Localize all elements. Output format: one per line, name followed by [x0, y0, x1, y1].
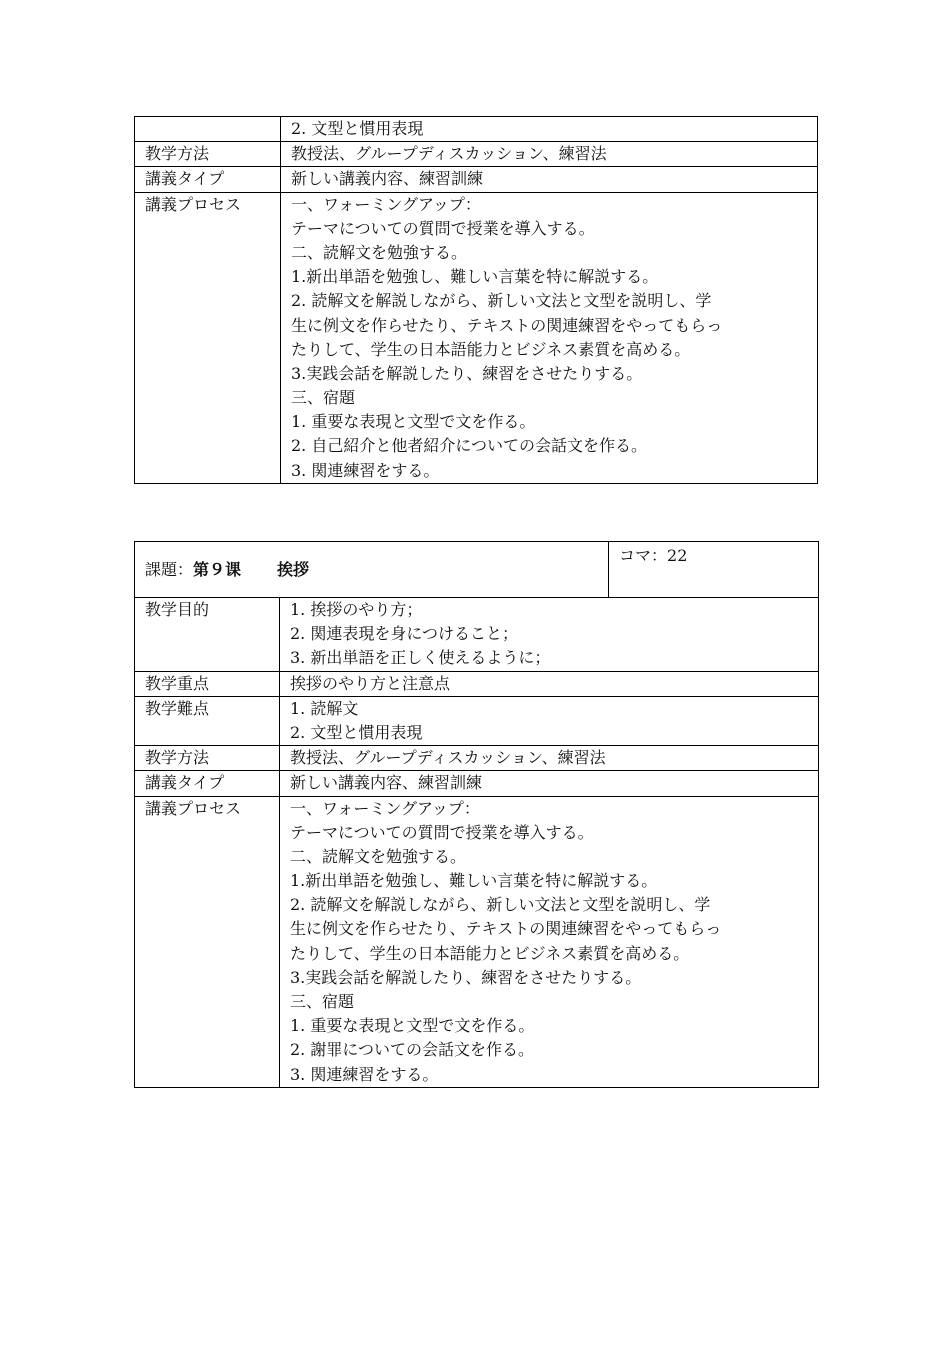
row-content	[280, 771, 819, 796]
table-row	[135, 771, 819, 796]
lesson-table-continued	[134, 116, 818, 484]
content-line: テーマについての質問で授業を導入する。	[291, 218, 595, 238]
row-content	[281, 142, 818, 167]
content-line: 挨拶のやり方と注意点	[290, 673, 451, 693]
table-header-row	[135, 542, 819, 598]
table-row	[135, 696, 819, 745]
content-line: 1. 読解文	[290, 698, 359, 718]
content-line: 3.実践会話を解説したり、練習をさせたりする。	[291, 363, 643, 383]
content-line: 一、ワォーミングアップ：	[291, 194, 481, 214]
content-line: 1. 挨拶のやり方；	[290, 600, 423, 619]
content-line: 二、読解文を勉強する。	[291, 242, 468, 262]
table-row	[135, 796, 819, 1087]
table-row	[135, 746, 819, 771]
table-row	[135, 671, 819, 696]
row-content	[280, 696, 819, 745]
lesson-title: 挨拶	[277, 559, 310, 579]
lesson-table	[134, 541, 819, 1088]
content-line: 2. 文型と慣用表現	[291, 119, 424, 138]
table-row	[135, 598, 819, 672]
content-line: たりして、学生の日本語能力とビジネス素質を高める。	[291, 339, 691, 359]
lesson-heading	[135, 542, 609, 598]
row-label: 講義プロセス	[135, 796, 280, 1087]
content-line: 2. 読解文を解説しながら、新しい文法と文型を説明し、学	[290, 895, 711, 915]
row-label	[135, 117, 281, 142]
row-content	[280, 598, 819, 672]
content-line: 1. 重要な表現と文型で文を作る。	[290, 1016, 535, 1036]
content-line: 3. 関連練習をする。	[291, 460, 440, 480]
row-label: 教学重点	[135, 671, 280, 696]
content-line: 新しい講義内容、練習訓練	[290, 773, 483, 793]
row-label: 教学方法	[135, 142, 281, 167]
row-content	[281, 167, 818, 192]
row-label: 教学方法	[135, 746, 280, 771]
content-line: 三、宿題	[291, 388, 356, 408]
content-line: 3. 新出単語を正しく使えるように；	[290, 648, 551, 668]
topic-label: 課題：	[145, 559, 194, 579]
row-label: 講義プロセス	[135, 192, 281, 483]
table-row	[135, 192, 818, 483]
content-line: 1.新出単語を勉強し、難しい言葉を特に解説する。	[290, 871, 658, 891]
row-label: 講義タイプ	[135, 771, 280, 796]
row-content	[280, 796, 819, 1087]
content-line: 2. 謝罪についての会話文を作る。	[290, 1040, 535, 1060]
content-line: 2. 関連表現を身につけること；	[290, 624, 519, 644]
content-line: 新しい講義内容、練習訓練	[291, 169, 484, 189]
table-row	[135, 167, 818, 192]
row-content	[280, 746, 819, 771]
row-label: 講義タイプ	[135, 167, 281, 192]
content-line: テーマについての質問で授業を導入する。	[290, 822, 594, 842]
row-content	[280, 671, 819, 696]
content-line: 教授法、グループディスカッション、練習法	[290, 748, 606, 768]
content-line: 二、読解文を勉強する。	[290, 846, 467, 866]
row-content	[281, 117, 818, 142]
content-line: 一、ワォーミングアップ：	[290, 798, 480, 818]
content-line: 2. 文型と慣用表現	[290, 722, 423, 742]
content-line: 教授法、グループディスカッション、練習法	[291, 144, 607, 164]
row-label: 教学難点	[135, 696, 280, 745]
content-line: 3.実践会話を解説したり、練習をさせたりする。	[290, 967, 642, 987]
row-content	[281, 192, 818, 483]
table-row	[135, 142, 818, 167]
content-line: 1.新出単語を勉強し、難しい言葉を特に解説する。	[291, 267, 659, 287]
content-line: 三、宿題	[290, 992, 355, 1011]
content-line: 2. 読解文を解説しながら、新しい文法と文型を説明し、学	[291, 291, 712, 311]
content-line: 3. 関連練習をする。	[290, 1064, 439, 1084]
content-line: 生に例文を作らせたり、テキストの関連練習をやってもらっ	[291, 315, 723, 335]
table-row	[135, 117, 818, 142]
content-line: たりして、学生の日本語能力とビジネス素質を高める。	[290, 943, 690, 963]
row-label: 教学目的	[135, 598, 280, 672]
content-line: 2. 自己紹介と他者紹介についての会話文を作る。	[291, 436, 648, 456]
lesson-number: 第９课	[193, 559, 242, 579]
koma-count: コマ：22	[609, 542, 819, 598]
content-line: 生に例文を作らせたり、テキストの関連練習をやってもらっ	[290, 919, 722, 939]
content-line: 1. 重要な表現と文型で文を作る。	[291, 412, 536, 432]
